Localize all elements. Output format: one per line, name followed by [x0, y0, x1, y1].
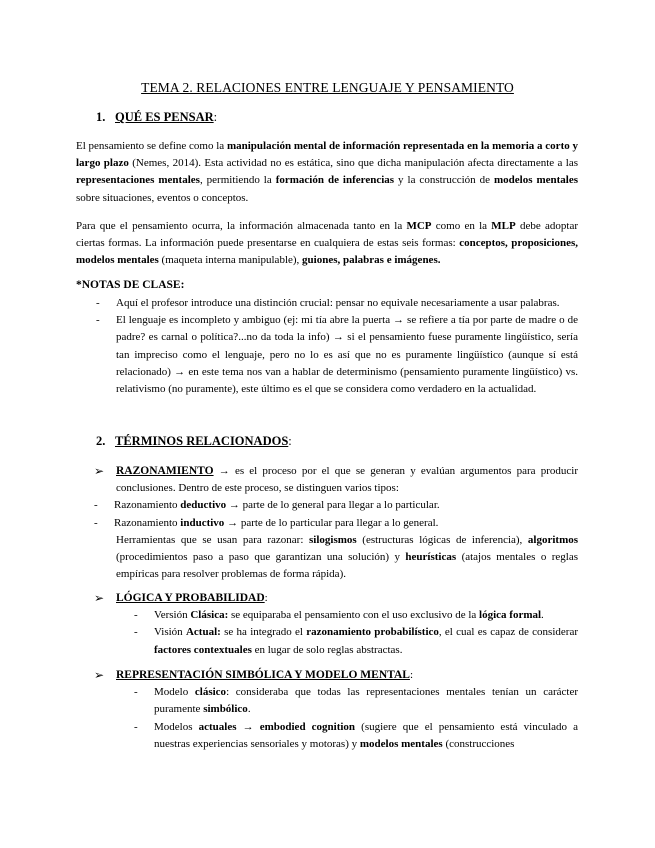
list-item: - Razonamiento inductivo → parte de lo particular para llegar a lo general. — [94, 516, 439, 529]
list-item: - Modelo clásico: consideraba que todas las representaciones mentales tenían un carácter puramente simbólico. — [134, 686, 578, 716]
term-representacion: ➢ REPRESENTACIÓN SIMBÓLICA Y MODELO MENTAL: - Modelo clásico: consideraba que todas las representaciones mentales tenían un carácter puramente simbólico. - Modelos actuales → embodied cognition (sugiere que el pensamiento está vinculado a nuestras experiencias sensoriales y motoras) y modelos mentales (construcciones — [76, 667, 578, 753]
section-heading-1: 1. QUÉ ES PENSAR: — [96, 110, 218, 124]
page-title: TEMA 2. RELACIONES ENTRE LENGUAJE Y PENSAMIENTO — [141, 80, 514, 95]
list-item: - Modelos actuales → embodied cognition (sugiere que el pensamiento está vinculado a nuestras experiencias sensoriales y motoras) y modelos mentales (construcciones — [134, 720, 579, 750]
list-item: - Aquí el profesor introduce una distinción crucial: pensar no equivale necesariamente a usar palabras. — [96, 297, 560, 309]
section-title: QUÉ ES PENSAR — [115, 110, 214, 124]
paragraph-tools: Herramientas que se usan para razonar: silogismos (estructuras lógicas de inferencia), algoritmos (procedimientos paso a paso que garantizan una solución) y heurísticas (atajos mentales o reglas empíricas para resolver problemas de forma rápida). — [116, 534, 579, 581]
list-item: - Razonamiento deductivo → parte de lo general para llegar a lo particular. — [94, 499, 440, 512]
section-heading-2: 2. TÉRMINOS RELACIONADOS: — [96, 434, 292, 448]
arrow-bullet-icon: ➢ — [94, 464, 105, 478]
term-logica: ➢ LÓGICA Y PROBABILIDAD: - Versión Clásica: se equiparaba el pensamiento con el uso exclusivo de la lógica formal. - Visión Actual: se ha integrado el razonamiento probabilístico, el cual es capaz de considerar factores contextuales en lugar de solo reglas abstractas. — [76, 590, 578, 659]
paragraph-definition: El pensamiento se define como la manipulación mental de información representada en la memoria a corto y largo plazo (Nemes, 2014). Esta actividad no es estática, sino que dicha manipulación afecta directamente a las representaciones mentales, permitiendo la formación de inferencias y la construcción de modelos mentales sobre situaciones, eventos o conceptos. — [76, 140, 579, 204]
list-item: - El lenguaje es incompleto y ambiguo (ej: mi tía abre la puerta → se refiere a tía por parte de madre o de padre? es carnal o política?...no da toda la info) → si el pensamiento fuese puramente lingüístico, sería tan impreciso como el lenguaje, pero no lo es así que no es puramente lingüístico (aunque sí está relacionado) → en este tema nos van a hablar de determinismo (pensamiento puramente lingüístico) vs. relativismo (no puramente), este último es el que se considera como verdadero en la actualidad. — [96, 314, 578, 396]
list-item: - Visión Actual: se ha integrado el razonamiento probabilístico, el cual es capaz de considerar factores contextuales en lugar de solo reglas abstractas. — [134, 626, 578, 656]
notes-list — [76, 295, 578, 398]
notes-title: *NOTAS DE CLASE: — [76, 279, 185, 291]
section-number: 2. — [96, 434, 106, 448]
list-item: - Versión Clásica: se equiparaba el pensamiento con el uso exclusivo de la lógica formal. — [134, 609, 544, 622]
paragraph-forms: Para que el pensamiento ocurra, la información almacenada tanto en la MCP como en la MLP debe adoptar ciertas formas. La información puede presentarse en cualquiera de estas seis formas: conceptos, proposiciones, modelos mentales (maqueta interna manipulable), guiones, palabras e imágenes. — [76, 220, 578, 267]
term-razonamiento: ➢ RAZONAMIENTO → es el proceso por el que se generan y evalúan argumentos para producir conclusiones. Dentro de este proceso, se distinguen varios tipos: - Razonamiento deductivo → parte de lo general para llegar a lo particular. - Razonamiento inductivo → parte de lo particular para llegar a lo general. — [76, 463, 578, 532]
section-title: TÉRMINOS RELACIONADOS — [115, 434, 289, 448]
arrow-bullet-icon: ➢ — [94, 591, 105, 605]
section-number: 1. — [96, 110, 106, 124]
arrow-bullet-icon: ➢ — [94, 668, 105, 682]
